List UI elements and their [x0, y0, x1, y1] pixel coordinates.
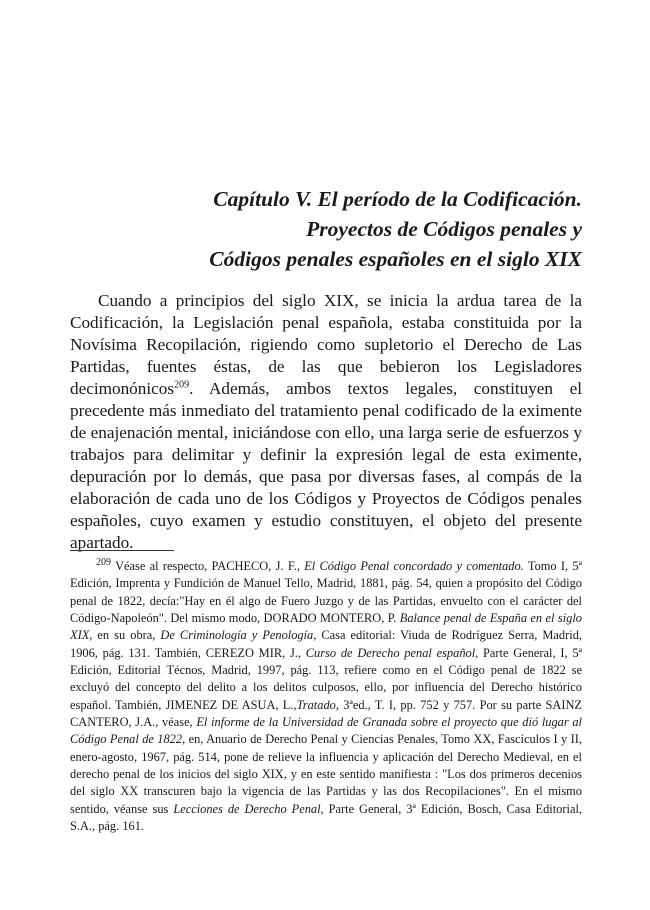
chapter-title-line-3: Códigos penales españoles en el siglo XIX: [209, 247, 582, 272]
footnote-text: , Parte General, 3ª Edición, Bosch, Casa Editorial, S.A., pág. 161.: [70, 801, 582, 834]
footnote-text: , en su obra,: [89, 628, 161, 643]
footnote-number: 209: [96, 556, 111, 568]
footnote-cited-title: El informe de la Universidad de Granada sobre el proyecto que dió lugar al Código Penal de 1822: [70, 715, 583, 747]
footnote-reference[interactable]: 209: [174, 379, 190, 391]
footnote-text: , en, Anuario de Derecho Penal y Ciencias Penales, Tomo XX, Fascículos I y II, enero-agosto, 1967, pág. 514, pone de relieve la influencia y aplicación del Derecho Medieval, en el derecho penal de los inicios del siglo XIX, y en este sentido manifiesta : "Los dos primeros decenios del siglo XX transcuren bajo la vigencia de las Partidas y las dos Recopilaciones". En el mismo sentido, véanse sus: [70, 732, 582, 816]
footnote-cited-title: El Código Penal concordado y comentado.: [304, 559, 524, 573]
main-paragraph: [70, 290, 582, 554]
footnote-divider: [70, 550, 174, 551]
footnote-text: , 3ªed., T. I, pp. 752 y 757. Por su parte SAINZ CANTERO, J.A., véase,: [70, 697, 582, 730]
paragraph-text-part-2: . Además, ambos textos legales, constituyen el precedente más inmediato del tratamiento penal codificado de la eximente de enajenación mental, iniciándose con ello, una larga serie de esfuerzos y trabajos para delimitar y definir la expresión legal de esta eximente, depuración por lo demás, que pasa por diversas fases, al compás de la elaboración de cada uno de los Códigos y Proyectos de Códigos penales españoles, cuyo examen y estudio constituyen, el objeto del presente apartado.: [70, 379, 582, 552]
paragraph-text-part-1: Cuando a principios del siglo XIX, se inicia la ardua tarea de la Codificación, la Legislación penal española, estaba constituida por la Novísima Recopilación, rigiendo como supletorio el Derecho de Las Partidas, fuentes éstas, de las que bebieron los Legisladores decimonónicos: [70, 291, 582, 398]
footnote-text: , Casa editorial: Viuda de Rodríguez Serra, Madrid, 1906, pág. 131. También, CEREZO MIR, J.,: [70, 628, 582, 660]
footnote-cited-title: Balance penal de España en el siglo XIX: [70, 611, 582, 643]
footnote-cited-title: Curso de Derecho penal español: [305, 645, 476, 660]
footnote-cited-title: De Criminología y Penología: [160, 628, 314, 643]
footnote-text: Tomo I, 5ª Edición, Imprenta y Fundición de Manuel Tello, Madrid, 1881, pág. 54, quien a propósito del Código penal de 1822, decía:"Hay en él algo de Fuero Juzgo y de las Partidas, envuelto con el carácter del Código-Napoleón". Del mismo modo, DORADO MONTERO, P.: [70, 559, 583, 626]
footnote-cited-title: Tratado: [296, 697, 336, 712]
chapter-title: [70, 184, 582, 274]
footnote-text: Véase al respecto, PACHECO, J. F.,: [115, 559, 305, 573]
footnote-cited-title: Lecciones de Derecho Penal: [173, 801, 321, 816]
footnote-text: , Parte General, I, 5ª Edición, Editorial Técnos, Madrid, 1997, pág. 113, refiere como en el Código penal de 1822 se excluyó del concepto del delito a los delitos culposos, ello, por influencia del Derecho histórico español. También, JIMENEZ DE ASUA, L.,: [70, 645, 582, 712]
chapter-title-line-1: Capítulo V. El período de la Codificación.: [213, 187, 582, 212]
footnote-209: [70, 558, 582, 836]
chapter-title-line-2: Proyectos de Códigos penales y: [306, 217, 582, 242]
